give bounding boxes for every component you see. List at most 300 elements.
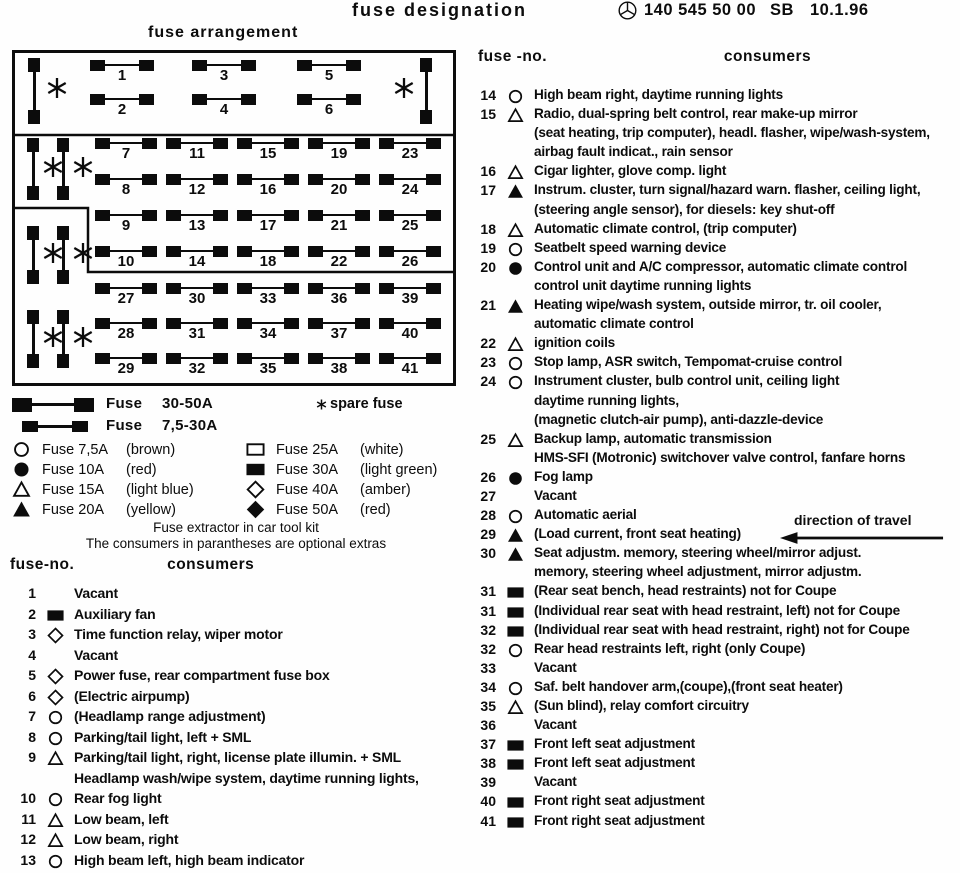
fuse-slot-9 xyxy=(95,210,157,234)
fuse-slot-39 xyxy=(379,283,441,307)
spare-fuse-slot-4 xyxy=(57,138,69,200)
consumer-text: Power fuse, rear compartment fuse box xyxy=(74,667,330,683)
fuse-number: 18 xyxy=(480,220,496,237)
spare-fuse-slot-2 xyxy=(420,58,432,124)
circle-icon xyxy=(507,374,524,391)
fuse-number: 7 xyxy=(28,708,36,724)
triangle-icon xyxy=(36,811,74,829)
triangle-filled-icon xyxy=(507,183,524,200)
fuse-item-1 xyxy=(10,585,466,606)
fuse-number-label: 16 xyxy=(259,181,277,198)
fuse-number: 23 xyxy=(480,354,496,371)
fuse-number-label: 39 xyxy=(401,290,419,307)
fuse-item-30 xyxy=(470,545,958,564)
fuse-item-continuation xyxy=(470,144,958,163)
fuse-item-continuation xyxy=(470,450,958,469)
circle-icon xyxy=(507,508,524,525)
fuse-number: 24 xyxy=(480,373,496,390)
fuse-slot-34 xyxy=(237,318,299,342)
fuse-large-label: Fuse xyxy=(106,395,143,412)
circle-icon xyxy=(496,240,534,258)
fuse-number: 35 xyxy=(480,698,496,714)
fuse-slot-2 xyxy=(90,94,154,118)
fuse-slot-33 xyxy=(237,283,299,307)
square-filled-icon xyxy=(507,794,524,811)
header-consumers: consumers xyxy=(167,556,255,573)
fuse-slot-8 xyxy=(95,174,157,198)
fuse-number: 29 xyxy=(480,526,496,543)
fuse-number-label: 4 xyxy=(219,101,229,118)
fuse-item-continuation xyxy=(470,564,958,583)
fuse-item-16 xyxy=(470,163,958,182)
consumer-text: Vacant xyxy=(74,646,118,663)
fuse-slot-30 xyxy=(166,283,228,307)
fuse-number-label: 6 xyxy=(324,101,334,118)
triangle-icon xyxy=(36,831,74,849)
triangle-filled-icon xyxy=(507,527,524,544)
consumer-text: Front right seat adjustment xyxy=(534,793,705,809)
fuse-item-continuation xyxy=(470,412,958,431)
fuse-slot-40 xyxy=(379,318,441,342)
triangle-icon xyxy=(47,832,64,849)
fuse-number: 38 xyxy=(480,755,496,772)
fuse-glyph-large xyxy=(12,398,94,412)
fuse-slot-32 xyxy=(166,353,228,377)
fuse-slot-3 xyxy=(192,60,256,84)
legend-type-row xyxy=(10,500,462,520)
fuse-number: 36 xyxy=(480,717,496,734)
spare-fuse-icon xyxy=(393,77,415,99)
square-filled-icon xyxy=(496,793,534,811)
triangle-icon xyxy=(507,432,524,449)
fuse-number-label: 33 xyxy=(259,290,277,307)
spare-fuse-icon xyxy=(72,156,94,178)
fuse-number: 41 xyxy=(480,812,496,829)
fuse-number: 27 xyxy=(480,487,496,504)
consumer-text: Vacant xyxy=(534,717,577,733)
fuse-slot-28 xyxy=(95,318,157,342)
fuse-slot-21 xyxy=(308,210,370,234)
triangle-filled-icon xyxy=(496,526,534,544)
legend-type-color: (light blue) xyxy=(126,481,194,498)
list-header-left xyxy=(10,556,466,574)
fuse-number: 34 xyxy=(480,678,496,695)
spare-fuse-slot-6 xyxy=(57,226,69,284)
consumer-text: High beam left, high beam indicator xyxy=(74,851,305,868)
legend-type-color: (yellow) xyxy=(126,501,176,518)
triangle-icon xyxy=(36,770,74,771)
fuse-item-21 xyxy=(470,297,958,316)
fuse-number-label: 30 xyxy=(188,290,206,307)
consumer-text: Parking/tail light, left + SML xyxy=(74,728,252,745)
fuse-slot-17 xyxy=(237,210,299,234)
fuse-number-label: 23 xyxy=(401,145,419,162)
consumer-text: (magnetic clutch-air pump), anti-dazzle-device xyxy=(534,411,824,427)
fuse-number: 31 xyxy=(480,602,496,619)
consumer-text: High beam right, daytime running lights xyxy=(534,87,783,102)
list-header-right xyxy=(470,48,958,66)
square-filled-icon xyxy=(496,622,534,640)
revision-date: 10.1.96 xyxy=(809,1,869,19)
circle-icon xyxy=(496,393,534,394)
legend-type-row xyxy=(10,460,462,480)
fuse-number-label: 19 xyxy=(330,145,348,162)
fuse-number-label: 38 xyxy=(330,360,348,377)
diamond-icon xyxy=(47,668,64,685)
consumer-text: (Individual rear seat with head restraint, left) not for Coupe xyxy=(534,602,901,618)
triangle-filled-icon xyxy=(496,202,534,203)
circle-icon xyxy=(507,241,524,258)
legend-type-color: (light green) xyxy=(360,461,438,478)
spare-fuse-slot-3 xyxy=(27,138,39,200)
fuse-number: 9 xyxy=(28,749,36,765)
consumer-text: Cigar lighter, glove comp. light xyxy=(534,163,727,179)
triangle-filled-icon xyxy=(12,500,31,519)
spare-fuse-icon xyxy=(72,242,94,264)
spare-fuse-slot-7 xyxy=(27,310,39,368)
fuse-number: 30 xyxy=(480,545,496,562)
legend-type-entry xyxy=(246,440,404,459)
fuse-item-12 xyxy=(10,831,466,852)
fuse-item-36 xyxy=(470,717,958,736)
fuse-item-4 xyxy=(10,647,466,668)
consumer-text: airbag fault indicat., rain sensor xyxy=(534,144,733,160)
fuse-item-10 xyxy=(10,790,466,811)
fuse-number: 2 xyxy=(28,605,36,622)
circle-filled-icon xyxy=(12,460,31,479)
fuse-slot-10 xyxy=(95,246,157,270)
legend-type-color: (red) xyxy=(360,501,391,518)
fuse-slot-29 xyxy=(95,353,157,377)
fuse-number-label: 5 xyxy=(324,67,334,84)
fuse-item-18 xyxy=(470,221,958,240)
fuse-symbol-empty xyxy=(36,647,74,648)
consumer-text: (Sun blind), relay comfort circuitry xyxy=(534,698,749,713)
fuse-number-label: 28 xyxy=(117,325,135,342)
fuse-item-23 xyxy=(470,354,958,373)
fuse-number-label: 9 xyxy=(121,217,131,234)
fuse-number: 33 xyxy=(480,659,496,676)
circle-icon xyxy=(507,355,524,372)
fuse-arrangement-diagram xyxy=(12,50,456,386)
fuse-slot-14 xyxy=(166,246,228,270)
fuse-number-label: 7 xyxy=(121,145,131,162)
triangle-icon xyxy=(496,335,534,353)
diamond-icon xyxy=(47,627,64,644)
fuse-item-24 xyxy=(470,373,958,392)
diamond-icon xyxy=(246,480,265,499)
fuse-item-20 xyxy=(470,259,958,278)
legend-type-entry xyxy=(246,460,437,479)
circle-icon xyxy=(36,852,74,870)
circle-filled-icon xyxy=(496,278,534,279)
header-consumers: consumers xyxy=(723,48,812,65)
circle-icon xyxy=(496,679,534,697)
fuse-slot-38 xyxy=(308,353,370,377)
fuse-number-label: 32 xyxy=(188,360,206,377)
fuse-slot-41 xyxy=(379,353,441,377)
fuse-item-continuation xyxy=(470,202,958,221)
fuse-number-label: 3 xyxy=(219,67,229,84)
circle-icon xyxy=(496,354,534,372)
triangle-icon xyxy=(496,431,534,449)
fuse-slot-1 xyxy=(90,60,154,84)
fuse-slot-24 xyxy=(379,174,441,198)
legend-type-label: Fuse 50A xyxy=(276,501,339,518)
fuse-slot-18 xyxy=(237,246,299,270)
circle-icon xyxy=(47,853,64,870)
fuse-large-amps: 30-50A xyxy=(162,395,213,412)
fuse-number-label: 10 xyxy=(117,253,135,270)
spare-fuse-legend xyxy=(316,396,403,412)
square-filled-icon xyxy=(507,604,524,621)
circle-icon xyxy=(507,642,524,659)
fuse-slot-7 xyxy=(95,138,157,162)
fuse-number: 6 xyxy=(28,687,36,704)
legend-type-label: Fuse 10A xyxy=(42,461,105,478)
circle-icon xyxy=(47,709,64,726)
circle-icon xyxy=(496,412,534,413)
fuse-item-14 xyxy=(470,87,958,106)
triangle-icon xyxy=(47,750,64,767)
square-filled-icon xyxy=(507,756,524,773)
fuse-item-9 xyxy=(10,749,466,770)
fuse-item-2 xyxy=(10,606,466,627)
diamond-icon xyxy=(47,689,64,706)
fuse-item-40 xyxy=(470,793,958,812)
fuse-item-32 xyxy=(470,641,958,660)
fuse-number: 1 xyxy=(28,585,36,601)
fuse-number-label: 14 xyxy=(188,253,206,270)
list-items-left xyxy=(10,585,466,872)
consumer-text: (Rear seat bench, head restraints) not for Coupe xyxy=(534,583,837,599)
fuse-small-label: Fuse xyxy=(106,417,143,434)
consumer-text: Instrument cluster, bulb control unit, ceiling light xyxy=(534,373,840,389)
legend-type-row xyxy=(10,480,462,500)
legend-type-entry xyxy=(246,500,391,519)
fuse-item-continuation xyxy=(10,770,466,791)
circle-icon xyxy=(36,729,74,747)
triangle-icon xyxy=(496,698,534,716)
direction-of-travel-label: direction of travel xyxy=(794,512,912,528)
legend-type-label: Fuse 20A xyxy=(42,501,105,518)
consumer-text: Auxiliary fan xyxy=(74,605,156,622)
spare-fuse-slot-1 xyxy=(28,58,40,124)
fuse-slot-26 xyxy=(379,246,441,270)
fuse-item-26 xyxy=(470,469,958,488)
fuse-slot-5 xyxy=(297,60,361,84)
triangle-icon xyxy=(36,749,74,767)
triangle-icon xyxy=(507,699,524,716)
fuse-number: 17 xyxy=(480,182,496,199)
fuse-number: 40 xyxy=(480,793,496,810)
fuse-slot-19 xyxy=(308,138,370,162)
fuse-number: 37 xyxy=(480,736,496,753)
fuse-number: 8 xyxy=(28,728,36,745)
spare-fuse-marker-icon xyxy=(72,156,94,178)
consumer-text: (Electric airpump) xyxy=(74,687,190,704)
consumer-text: Heating wipe/wash system, outside mirror, tr. oil cooler, xyxy=(534,297,882,313)
triangle-icon xyxy=(507,336,524,353)
fuse-slot-15 xyxy=(237,138,299,162)
legend-type-label: Fuse 30A xyxy=(276,461,339,478)
circle-filled-icon xyxy=(496,469,534,487)
fuse-item-5 xyxy=(10,667,466,688)
circle-icon xyxy=(496,507,534,525)
circle-filled-icon xyxy=(507,260,524,277)
fuse-number-label: 8 xyxy=(121,181,131,198)
fuse-number-label: 36 xyxy=(330,290,348,307)
fuse-item-3 xyxy=(10,626,466,647)
fuse-slot-13 xyxy=(166,210,228,234)
fuse-number: 20 xyxy=(480,258,496,275)
consumer-text: Control unit and A/C compressor, automatic climate control xyxy=(534,258,908,274)
fuse-item-31 xyxy=(470,603,958,622)
fuse-slot-31 xyxy=(166,318,228,342)
circle-icon xyxy=(12,440,31,459)
fuse-item-33 xyxy=(470,660,958,679)
triangle-icon xyxy=(12,480,31,499)
fuse-item-6 xyxy=(10,688,466,709)
fuse-number: 16 xyxy=(480,163,496,180)
fuse-item-37 xyxy=(470,736,958,755)
fuse-slot-12 xyxy=(166,174,228,198)
legend xyxy=(10,392,462,552)
fuse-number: 3 xyxy=(28,626,36,642)
triangle-icon xyxy=(496,221,534,239)
square-filled-icon xyxy=(507,814,524,831)
legend-type-label: Fuse 7,5A xyxy=(42,441,109,458)
consumer-text: Time function relay, wiper motor xyxy=(74,626,283,642)
consumer-text: ignition coils xyxy=(534,335,616,351)
fuse-item-19 xyxy=(470,240,958,259)
square-filled-icon xyxy=(507,584,524,601)
fuse-slot-11 xyxy=(166,138,228,162)
direction-of-travel xyxy=(780,512,958,545)
fuse-small-amps: 7,5-30A xyxy=(162,417,218,434)
fuse-slot-4 xyxy=(192,94,256,118)
fuse-number-label: 35 xyxy=(259,360,277,377)
legend-type-color: (amber) xyxy=(360,481,411,498)
fuse-item-11 xyxy=(10,811,466,832)
fuse-number: 21 xyxy=(480,297,496,314)
legend-type-entry xyxy=(12,500,176,519)
fuse-number: 15 xyxy=(480,106,496,123)
consumer-text: (Headlamp range adjustment) xyxy=(74,708,266,724)
consumer-text: Front left seat adjustment xyxy=(534,736,695,752)
consumer-text: Low beam, right xyxy=(74,831,179,847)
square-filled-icon xyxy=(507,737,524,754)
square-filled-icon xyxy=(507,623,524,640)
triangle-icon xyxy=(496,163,534,181)
triangle-filled-icon xyxy=(496,316,534,317)
consumer-list-left xyxy=(10,556,466,872)
consumer-text: Stop lamp, ASR switch, Tempomat-cruise control xyxy=(534,354,843,370)
fuse-item-continuation xyxy=(470,393,958,412)
legend-note-parentheses: The consumers in parantheses are optional extras xyxy=(85,536,387,551)
square-filled-icon xyxy=(47,607,64,624)
fuse-symbol-empty xyxy=(496,717,534,718)
circle-filled-icon xyxy=(496,259,534,277)
fuse-number-label: 17 xyxy=(259,217,277,234)
fuse-number: 4 xyxy=(28,646,36,663)
fuse-item-39 xyxy=(470,774,958,793)
consumer-text: (Individual rear seat with head restraint, right) not for Coupe xyxy=(534,621,910,637)
fuse-slot-22 xyxy=(308,246,370,270)
fuse-number-label: 27 xyxy=(117,290,135,307)
part-number-block xyxy=(618,1,869,20)
legend-type-label: Fuse 15A xyxy=(42,481,105,498)
circle-filled-icon xyxy=(507,470,524,487)
consumer-text: Backup lamp, automatic transmission xyxy=(534,430,772,446)
left-arrow-icon xyxy=(780,531,945,545)
fuse-slot-36 xyxy=(308,283,370,307)
consumer-text: Automatic climate control, (trip computer) xyxy=(534,220,797,236)
fuse-number-label: 13 xyxy=(188,217,206,234)
fuse-number-label: 41 xyxy=(401,360,419,377)
consumer-text: (Load current, front seat heating) xyxy=(534,526,741,542)
consumer-list-right xyxy=(470,48,958,832)
triangle-icon xyxy=(496,106,534,124)
triangle-filled-icon xyxy=(496,564,534,565)
consumer-text: Seat adjustm. memory, steering wheel/mirror adjust. xyxy=(534,545,862,561)
triangle-icon xyxy=(496,125,534,126)
spare-fuse-label: spare fuse xyxy=(330,396,403,412)
square-filled-icon xyxy=(36,606,74,624)
consumer-text: Vacant xyxy=(534,774,577,790)
fuse-slot-20 xyxy=(308,174,370,198)
fuse-number-label: 31 xyxy=(188,325,206,342)
legend-type-label: Fuse 25A xyxy=(276,441,339,458)
circle-icon xyxy=(507,680,524,697)
fuse-number-label: 1 xyxy=(117,67,127,84)
fuse-number: 19 xyxy=(480,239,496,256)
fuse-number-label: 11 xyxy=(189,145,205,162)
fuse-slot-16 xyxy=(237,174,299,198)
square-filled-icon xyxy=(496,755,534,773)
consumer-text: Fog lamp xyxy=(534,468,593,484)
fuse-item-31 xyxy=(470,583,958,602)
consumer-text: (seat heating, trip computer), headl. flasher, wipe/wash-system, xyxy=(534,125,930,141)
consumer-text: Radio, dual-spring belt control, rear make-up mirror xyxy=(534,106,858,122)
fuse-item-41 xyxy=(470,813,958,832)
consumer-text: Saf. belt handover arm,(coupe),(front seat heater) xyxy=(534,678,843,694)
circle-icon xyxy=(496,641,534,659)
diamond-filled-icon xyxy=(246,500,265,519)
triangle-filled-icon xyxy=(507,546,524,563)
diamond-icon xyxy=(36,688,74,706)
circle-icon xyxy=(36,790,74,808)
legend-type-entry xyxy=(246,480,411,499)
fuse-number: 11 xyxy=(21,810,36,827)
spare-fuse-marker-icon xyxy=(72,242,94,264)
legend-type-color: (red) xyxy=(126,461,157,478)
square-filled-icon xyxy=(496,603,534,621)
consumer-text: (steering angle sensor), for diesels: key shut-off xyxy=(534,201,835,217)
part-code: SB xyxy=(770,1,794,19)
legend-type-entry xyxy=(12,460,157,479)
fuse-glyph-small xyxy=(22,421,88,432)
consumer-text: Rear head restraints left, right (only Coupe) xyxy=(534,640,806,656)
fuse-number-label: 22 xyxy=(330,253,348,270)
consumer-text: Front left seat adjustment xyxy=(534,755,695,771)
fuse-number-label: 2 xyxy=(117,101,127,118)
legend-type-label: Fuse 40A xyxy=(276,481,339,498)
fuse-number: 28 xyxy=(480,507,496,524)
fuse-number: 32 xyxy=(480,621,496,638)
triangle-filled-icon xyxy=(507,298,524,315)
square-icon xyxy=(246,440,265,459)
